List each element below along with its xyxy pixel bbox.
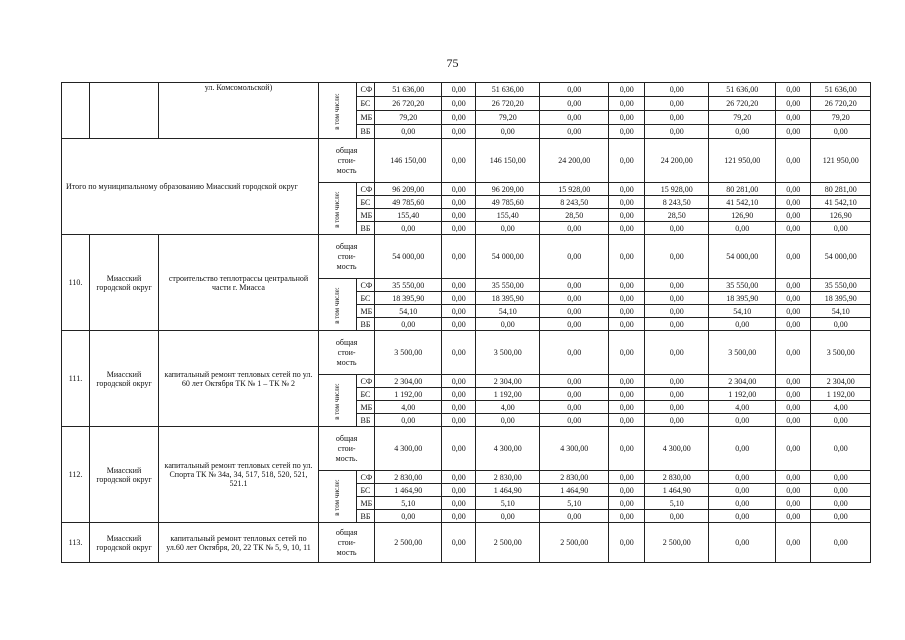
value-cell: 35 550,00 — [811, 279, 871, 292]
value-cell: 0,00 — [442, 305, 476, 318]
value-cell: 0,00 — [476, 222, 540, 235]
value-cell: 0,00 — [442, 523, 476, 563]
funding-type: ВБ — [356, 222, 375, 235]
funding-type: ВБ — [356, 510, 375, 523]
value-cell: 1 464,90 — [540, 484, 609, 497]
table-row — [62, 331, 871, 375]
value-cell: 0,00 — [609, 235, 645, 279]
object-cell: капитальный ремонт тепловых сетей по ул.60 лет Октября, 20, 22 ТК № 5, 9, 10, 11 — [159, 523, 319, 563]
value-cell: 96 209,00 — [375, 183, 442, 196]
value-cell: 0,00 — [442, 427, 476, 471]
value-cell: 0,00 — [442, 388, 476, 401]
obshaya-label: общая стои- мость. — [319, 427, 375, 471]
value-cell: 3 500,00 — [375, 331, 442, 375]
value-cell: 0,00 — [442, 111, 476, 125]
value-cell: 0,00 — [442, 279, 476, 292]
value-cell: 0,00 — [442, 196, 476, 209]
municipality-cell: Миасский городской округ — [90, 331, 159, 427]
value-cell: 8 243,50 — [645, 196, 709, 209]
value-cell: 0,00 — [776, 83, 811, 97]
object-cell: капитальный ремонт тепловых сетей по ул. 60 лет Октября ТК № 1 – ТК № 2 — [159, 331, 319, 427]
value-cell: 54,10 — [709, 305, 776, 318]
value-cell: 0,00 — [442, 497, 476, 510]
value-cell: 1 192,00 — [811, 388, 871, 401]
funding-type: СФ — [356, 183, 375, 196]
value-cell: 0,00 — [811, 222, 871, 235]
value-cell: 54 000,00 — [709, 235, 776, 279]
value-cell: 0,00 — [609, 111, 645, 125]
value-cell: 41 542,10 — [709, 196, 776, 209]
value-cell: 0,00 — [811, 471, 871, 484]
value-cell: 15 928,00 — [540, 183, 609, 196]
value-cell: 0,00 — [442, 318, 476, 331]
v-tom-chisle-label — [319, 83, 357, 139]
funding-type: БС — [356, 292, 375, 305]
value-cell: 0,00 — [540, 331, 609, 375]
num-cell — [62, 83, 90, 139]
funding-type: МБ — [356, 305, 375, 318]
v-tom-chisle-text: в том числе: — [332, 382, 341, 420]
value-cell: 126,90 — [811, 209, 871, 222]
value-cell: 0,00 — [609, 510, 645, 523]
value-cell: 0,00 — [442, 209, 476, 222]
value-cell: 0,00 — [811, 497, 871, 510]
value-cell: 1 464,90 — [645, 484, 709, 497]
value-cell: 35 550,00 — [476, 279, 540, 292]
value-cell: 54 000,00 — [811, 235, 871, 279]
value-cell: 0,00 — [609, 125, 645, 139]
value-cell: 0,00 — [442, 235, 476, 279]
value-cell: 0,00 — [776, 388, 811, 401]
value-cell: 0,00 — [540, 125, 609, 139]
value-cell: 2 830,00 — [645, 471, 709, 484]
value-cell: 0,00 — [776, 235, 811, 279]
value-cell: 54,10 — [375, 305, 442, 318]
num-cell: 110. — [62, 235, 90, 331]
v-tom-chisle-label — [319, 375, 357, 427]
funding-type: БС — [356, 484, 375, 497]
value-cell: 0,00 — [442, 401, 476, 414]
value-cell: 0,00 — [776, 484, 811, 497]
value-cell: 0,00 — [776, 414, 811, 427]
value-cell: 51 636,00 — [811, 83, 871, 97]
value-cell: 0,00 — [645, 125, 709, 139]
value-cell: 0,00 — [645, 331, 709, 375]
value-cell: 0,00 — [442, 331, 476, 375]
funding-type: МБ — [356, 497, 375, 510]
value-cell: 0,00 — [609, 497, 645, 510]
value-cell: 4 300,00 — [645, 427, 709, 471]
funding-type: БС — [356, 388, 375, 401]
value-cell: 2 830,00 — [540, 471, 609, 484]
v-tom-chisle-text: в том числе: — [332, 478, 341, 516]
value-cell: 0,00 — [776, 305, 811, 318]
value-cell: 0,00 — [609, 279, 645, 292]
financing-table — [61, 82, 871, 563]
value-cell: 0,00 — [645, 401, 709, 414]
value-cell: 0,00 — [476, 318, 540, 331]
value-cell: 0,00 — [776, 401, 811, 414]
obshaya-label: общая стои- мость — [319, 235, 375, 279]
value-cell: 0,00 — [540, 97, 609, 111]
value-cell: 5,10 — [540, 497, 609, 510]
value-cell: 41 542,10 — [811, 196, 871, 209]
value-cell: 3 500,00 — [709, 331, 776, 375]
value-cell: 79,20 — [476, 111, 540, 125]
value-cell: 5,10 — [375, 497, 442, 510]
value-cell: 80 281,00 — [709, 183, 776, 196]
value-cell: 4,00 — [375, 401, 442, 414]
v-tom-chisle-label — [319, 279, 357, 331]
num-cell: 112. — [62, 427, 90, 523]
value-cell: 0,00 — [709, 125, 776, 139]
value-cell: 1 464,90 — [476, 484, 540, 497]
value-cell: 0,00 — [540, 414, 609, 427]
num-cell: 113. — [62, 523, 90, 563]
value-cell: 0,00 — [375, 318, 442, 331]
value-cell: 26 720,20 — [709, 97, 776, 111]
obshaya-label: общая стои- мость — [319, 139, 375, 183]
value-cell: 0,00 — [540, 388, 609, 401]
value-cell: 0,00 — [442, 83, 476, 97]
value-cell: 0,00 — [609, 183, 645, 196]
table-row — [62, 139, 871, 183]
value-cell: 0,00 — [709, 318, 776, 331]
value-cell: 0,00 — [811, 523, 871, 563]
value-cell: 0,00 — [776, 125, 811, 139]
value-cell: 0,00 — [709, 523, 776, 563]
obshaya-label: общая стои- мость — [319, 523, 375, 563]
value-cell: 0,00 — [645, 375, 709, 388]
funding-type: СФ — [356, 375, 375, 388]
municipality-cell: Миасский городской округ — [90, 235, 159, 331]
value-cell: 0,00 — [540, 305, 609, 318]
value-cell: 0,00 — [776, 292, 811, 305]
value-cell: 0,00 — [609, 427, 645, 471]
value-cell: 24 200,00 — [645, 139, 709, 183]
value-cell: 0,00 — [375, 222, 442, 235]
value-cell: 0,00 — [609, 196, 645, 209]
value-cell: 0,00 — [609, 414, 645, 427]
value-cell: 24 200,00 — [540, 139, 609, 183]
value-cell: 18 395,90 — [375, 292, 442, 305]
v-tom-chisle-text: в том числе: — [332, 286, 341, 324]
value-cell: 0,00 — [442, 183, 476, 196]
value-cell: 2 500,00 — [645, 523, 709, 563]
value-cell: 0,00 — [609, 388, 645, 401]
value-cell: 121 950,00 — [811, 139, 871, 183]
value-cell: 0,00 — [811, 484, 871, 497]
value-cell: 0,00 — [442, 139, 476, 183]
funding-type: БС — [356, 196, 375, 209]
value-cell: 0,00 — [811, 414, 871, 427]
value-cell: 0,00 — [776, 523, 811, 563]
funding-type: СФ — [356, 83, 375, 97]
value-cell: 0,00 — [540, 222, 609, 235]
value-cell: 28,50 — [645, 209, 709, 222]
value-cell: 4 300,00 — [375, 427, 442, 471]
value-cell: 0,00 — [442, 222, 476, 235]
value-cell: 15 928,00 — [645, 183, 709, 196]
value-cell: 0,00 — [442, 97, 476, 111]
funding-type: ВБ — [356, 125, 375, 139]
value-cell: 0,00 — [476, 414, 540, 427]
value-cell: 51 636,00 — [476, 83, 540, 97]
value-cell: 2 500,00 — [476, 523, 540, 563]
value-cell: 0,00 — [476, 510, 540, 523]
funding-type: МБ — [356, 111, 375, 125]
value-cell: 0,00 — [776, 279, 811, 292]
funding-type: ВБ — [356, 414, 375, 427]
value-cell: 0,00 — [609, 331, 645, 375]
value-cell: 0,00 — [442, 471, 476, 484]
funding-type: МБ — [356, 209, 375, 222]
value-cell: 4,00 — [476, 401, 540, 414]
value-cell: 0,00 — [540, 375, 609, 388]
value-cell: 0,00 — [776, 510, 811, 523]
value-cell: 126,90 — [709, 209, 776, 222]
value-cell: 0,00 — [476, 125, 540, 139]
value-cell: 0,00 — [375, 414, 442, 427]
value-cell: 0,00 — [540, 318, 609, 331]
value-cell: 35 550,00 — [709, 279, 776, 292]
value-cell: 49 785,60 — [476, 196, 540, 209]
value-cell: 49 785,60 — [375, 196, 442, 209]
value-cell: 2 304,00 — [811, 375, 871, 388]
value-cell: 0,00 — [709, 427, 776, 471]
value-cell: 0,00 — [645, 111, 709, 125]
value-cell: 2 500,00 — [540, 523, 609, 563]
value-cell: 26 720,20 — [375, 97, 442, 111]
value-cell: 0,00 — [776, 139, 811, 183]
value-cell: 0,00 — [540, 279, 609, 292]
value-cell: 0,00 — [540, 510, 609, 523]
value-cell: 0,00 — [540, 235, 609, 279]
value-cell: 54,10 — [811, 305, 871, 318]
value-cell: 0,00 — [540, 401, 609, 414]
value-cell: 0,00 — [645, 83, 709, 97]
value-cell: 0,00 — [776, 183, 811, 196]
value-cell: 18 395,90 — [811, 292, 871, 305]
funding-type: МБ — [356, 401, 375, 414]
value-cell: 0,00 — [776, 497, 811, 510]
funding-type: СФ — [356, 471, 375, 484]
value-cell: 1 464,90 — [375, 484, 442, 497]
value-cell: 0,00 — [609, 523, 645, 563]
value-cell: 0,00 — [609, 471, 645, 484]
value-cell: 0,00 — [645, 222, 709, 235]
total-label: Итого по муниципальному образованию Миасский городской округ — [62, 139, 319, 235]
value-cell: 96 209,00 — [476, 183, 540, 196]
value-cell: 0,00 — [709, 497, 776, 510]
value-cell: 2 304,00 — [375, 375, 442, 388]
value-cell: 26 720,20 — [476, 97, 540, 111]
value-cell: 1 192,00 — [476, 388, 540, 401]
value-cell: 146 150,00 — [375, 139, 442, 183]
value-cell: 0,00 — [811, 510, 871, 523]
v-tom-chisle-label — [319, 471, 357, 523]
value-cell: 0,00 — [645, 318, 709, 331]
funding-type: СФ — [356, 279, 375, 292]
object-cell: капитальный ремонт тепловых сетей по ул. Спорта ТК № 34а, 34, 517, 518, 520, 521, 521.1 — [159, 427, 319, 523]
value-cell: 0,00 — [776, 471, 811, 484]
municipality-cell: Миасский городской округ — [90, 523, 159, 563]
value-cell: 35 550,00 — [375, 279, 442, 292]
value-cell: 0,00 — [375, 510, 442, 523]
value-cell: 155,40 — [375, 209, 442, 222]
value-cell: 0,00 — [442, 125, 476, 139]
value-cell: 80 281,00 — [811, 183, 871, 196]
value-cell: 54,10 — [476, 305, 540, 318]
value-cell: 0,00 — [609, 139, 645, 183]
value-cell: 0,00 — [776, 331, 811, 375]
value-cell: 0,00 — [609, 484, 645, 497]
value-cell: 1 192,00 — [709, 388, 776, 401]
table-row — [62, 235, 871, 279]
municipality-cell — [90, 83, 159, 139]
value-cell: 18 395,90 — [476, 292, 540, 305]
value-cell: 0,00 — [442, 414, 476, 427]
value-cell: 54 000,00 — [476, 235, 540, 279]
value-cell: 0,00 — [709, 484, 776, 497]
value-cell: 79,20 — [709, 111, 776, 125]
value-cell: 0,00 — [442, 292, 476, 305]
value-cell: 0,00 — [609, 318, 645, 331]
value-cell: 79,20 — [375, 111, 442, 125]
value-cell: 0,00 — [811, 125, 871, 139]
value-cell: 26 720,20 — [811, 97, 871, 111]
value-cell: 0,00 — [776, 209, 811, 222]
value-cell: 1 192,00 — [375, 388, 442, 401]
value-cell: 0,00 — [609, 375, 645, 388]
value-cell: 3 500,00 — [811, 331, 871, 375]
value-cell: 0,00 — [811, 427, 871, 471]
value-cell: 121 950,00 — [709, 139, 776, 183]
value-cell: 0,00 — [375, 125, 442, 139]
value-cell: 0,00 — [540, 83, 609, 97]
v-tom-chisle-text: в том числе: — [332, 92, 341, 130]
value-cell: 4,00 — [709, 401, 776, 414]
municipality-cell: Миасский городской округ — [90, 427, 159, 523]
value-cell: 2 830,00 — [476, 471, 540, 484]
value-cell: 0,00 — [776, 222, 811, 235]
value-cell: 0,00 — [442, 510, 476, 523]
num-cell: 111. — [62, 331, 90, 427]
value-cell: 51 636,00 — [709, 83, 776, 97]
obshaya-label: общая стои- мость — [319, 331, 375, 375]
value-cell: 0,00 — [609, 83, 645, 97]
object-cell: ул. Комсомольской) — [159, 83, 319, 139]
value-cell: 0,00 — [645, 388, 709, 401]
value-cell: 0,00 — [645, 305, 709, 318]
value-cell: 8 243,50 — [540, 196, 609, 209]
value-cell: 0,00 — [609, 222, 645, 235]
value-cell: 0,00 — [776, 318, 811, 331]
v-tom-chisle-label — [319, 183, 357, 235]
value-cell: 0,00 — [540, 111, 609, 125]
value-cell: 0,00 — [709, 222, 776, 235]
table-row — [62, 427, 871, 471]
value-cell: 0,00 — [645, 292, 709, 305]
value-cell: 0,00 — [776, 97, 811, 111]
value-cell: 0,00 — [709, 471, 776, 484]
value-cell: 0,00 — [609, 209, 645, 222]
value-cell: 0,00 — [645, 510, 709, 523]
value-cell: 79,20 — [811, 111, 871, 125]
value-cell: 0,00 — [645, 414, 709, 427]
value-cell: 2 830,00 — [375, 471, 442, 484]
value-cell: 0,00 — [442, 375, 476, 388]
value-cell: 2 500,00 — [375, 523, 442, 563]
object-cell: строительство теплотрассы центральной части г. Миасса — [159, 235, 319, 331]
value-cell: 18 395,90 — [709, 292, 776, 305]
value-cell: 28,50 — [540, 209, 609, 222]
value-cell: 0,00 — [609, 305, 645, 318]
value-cell: 155,40 — [476, 209, 540, 222]
value-cell: 2 304,00 — [476, 375, 540, 388]
value-cell: 0,00 — [645, 235, 709, 279]
value-cell: 0,00 — [709, 510, 776, 523]
table-row — [62, 523, 871, 563]
value-cell: 5,10 — [476, 497, 540, 510]
value-cell: 2 304,00 — [709, 375, 776, 388]
value-cell: 146 150,00 — [476, 139, 540, 183]
v-tom-chisle-text: в том числе: — [332, 190, 341, 228]
value-cell: 4 300,00 — [476, 427, 540, 471]
value-cell: 0,00 — [540, 292, 609, 305]
value-cell: 0,00 — [609, 97, 645, 111]
value-cell: 0,00 — [776, 196, 811, 209]
value-cell: 0,00 — [776, 427, 811, 471]
value-cell: 5,10 — [645, 497, 709, 510]
value-cell: 0,00 — [609, 292, 645, 305]
page-number: 75 — [446, 56, 459, 70]
value-cell: 4,00 — [811, 401, 871, 414]
value-cell: 3 500,00 — [476, 331, 540, 375]
value-cell: 0,00 — [776, 375, 811, 388]
table-row — [62, 83, 871, 97]
value-cell: 0,00 — [709, 414, 776, 427]
value-cell: 0,00 — [645, 97, 709, 111]
value-cell: 54 000,00 — [375, 235, 442, 279]
value-cell: 0,00 — [776, 111, 811, 125]
value-cell: 0,00 — [811, 318, 871, 331]
funding-type: БС — [356, 97, 375, 111]
value-cell: 0,00 — [609, 401, 645, 414]
value-cell: 51 636,00 — [375, 83, 442, 97]
value-cell: 0,00 — [442, 484, 476, 497]
funding-type: ВБ — [356, 318, 375, 331]
value-cell: 4 300,00 — [540, 427, 609, 471]
value-cell: 0,00 — [645, 279, 709, 292]
